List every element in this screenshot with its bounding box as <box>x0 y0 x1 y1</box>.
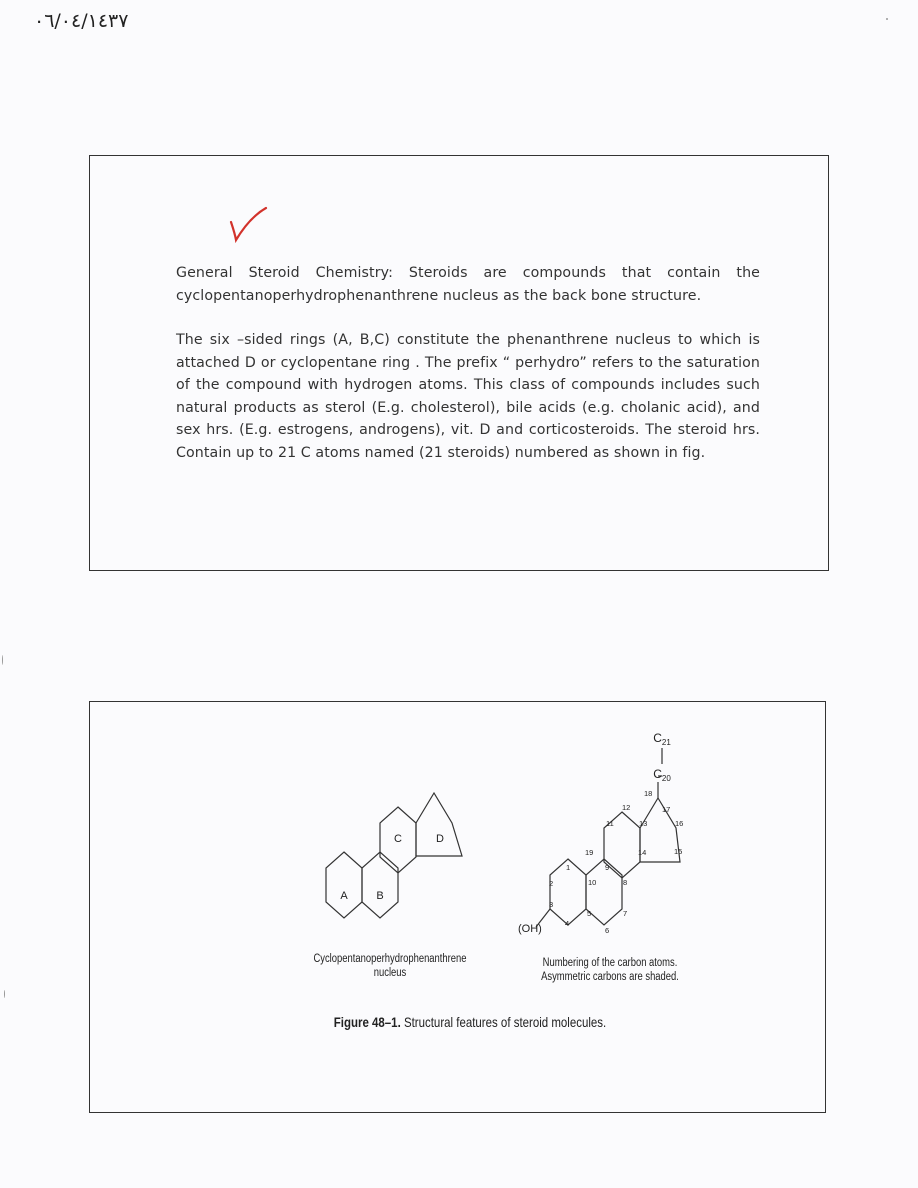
carbon-7: 7 <box>623 909 628 918</box>
carbon-3: 3 <box>549 900 554 909</box>
carbon-1: 1 <box>566 863 571 872</box>
carbon-8: 8 <box>623 878 628 887</box>
carbon-4: 4 <box>565 919 570 928</box>
ring-label-b: B <box>376 890 384 902</box>
caption-nucleus-line1: Cyclopentanoperhydrophenanthrene <box>313 953 467 965</box>
ring-d <box>416 793 462 856</box>
caption-numbering-line2: Asymmetric carbons are shaded. <box>541 971 679 983</box>
carbon-13: 13 <box>639 819 648 828</box>
c21-label: $C_{21}$ <box>653 731 671 747</box>
carbon-10: 10 <box>588 878 597 887</box>
carbon-12: 12 <box>622 803 631 812</box>
figure-title: Structural features of steroid molecules. <box>403 1014 607 1030</box>
carbon-9: 9 <box>605 863 610 872</box>
figure-caption <box>322 1014 617 1030</box>
ring-a <box>326 852 362 918</box>
ring-b <box>362 852 398 918</box>
carbon-15: 15 <box>674 847 683 856</box>
caption-numbering-line1: Numbering of the carbon atoms. <box>542 957 678 969</box>
oh-label: (OH) <box>518 923 542 935</box>
caption-nucleus-line2: nucleus <box>373 967 407 979</box>
carbon-11: 11 <box>606 819 614 828</box>
carbon-14: 14 <box>638 848 647 857</box>
slide-text <box>89 155 829 571</box>
carbon-5: 5 <box>587 909 592 918</box>
caption-numbering <box>528 956 692 984</box>
slide-figure <box>89 701 826 1113</box>
checkmark-icon <box>228 206 272 246</box>
carbon-2: 2 <box>549 879 554 888</box>
ring-label-a: A <box>340 890 348 902</box>
figure-label: Figure 48–1. <box>333 1014 401 1030</box>
handwritten-date: ٠٦/٠٤/١٤٣٧ <box>34 10 129 32</box>
carbon-17: 17 <box>662 805 671 814</box>
caption-nucleus <box>300 952 480 980</box>
carbon-18: 18 <box>644 789 653 798</box>
ring-label-d: D <box>436 833 444 845</box>
paragraph-description: The six –sided rings (A, B,C) constitute the phenanthrene nucleus to which is attached D or cyclopentane ring . The prefix “ perhydro” refers to the saturation of the compound with hydrogen atoms. This class of compounds includes such natural products as sterol (E.g. cholesterol), bile acids (e.g. cholanic acid), and sex hrs. (E.g. estrogens, androgens), vit. D and corticosteroids. The steroid hrs. Contain up to 21 C atoms named (21 steroids) numbered as shown in fig. <box>176 332 760 461</box>
paragraph-definition: General Steroid Chemistry: Steroids are compounds that contain the cyclopentanoperhydrophenanthrene nucleus as the back bone structure. <box>176 265 760 304</box>
carbon-16: 16 <box>675 819 684 828</box>
ring-label-c: C <box>394 833 402 845</box>
carbon-6: 6 <box>605 926 610 935</box>
scan-speck <box>4 990 5 998</box>
carbon-19: 19 <box>585 848 594 857</box>
scan-speck <box>886 18 888 20</box>
c20-label: $C_{20}$ <box>653 767 671 783</box>
scan-speck <box>2 655 3 665</box>
